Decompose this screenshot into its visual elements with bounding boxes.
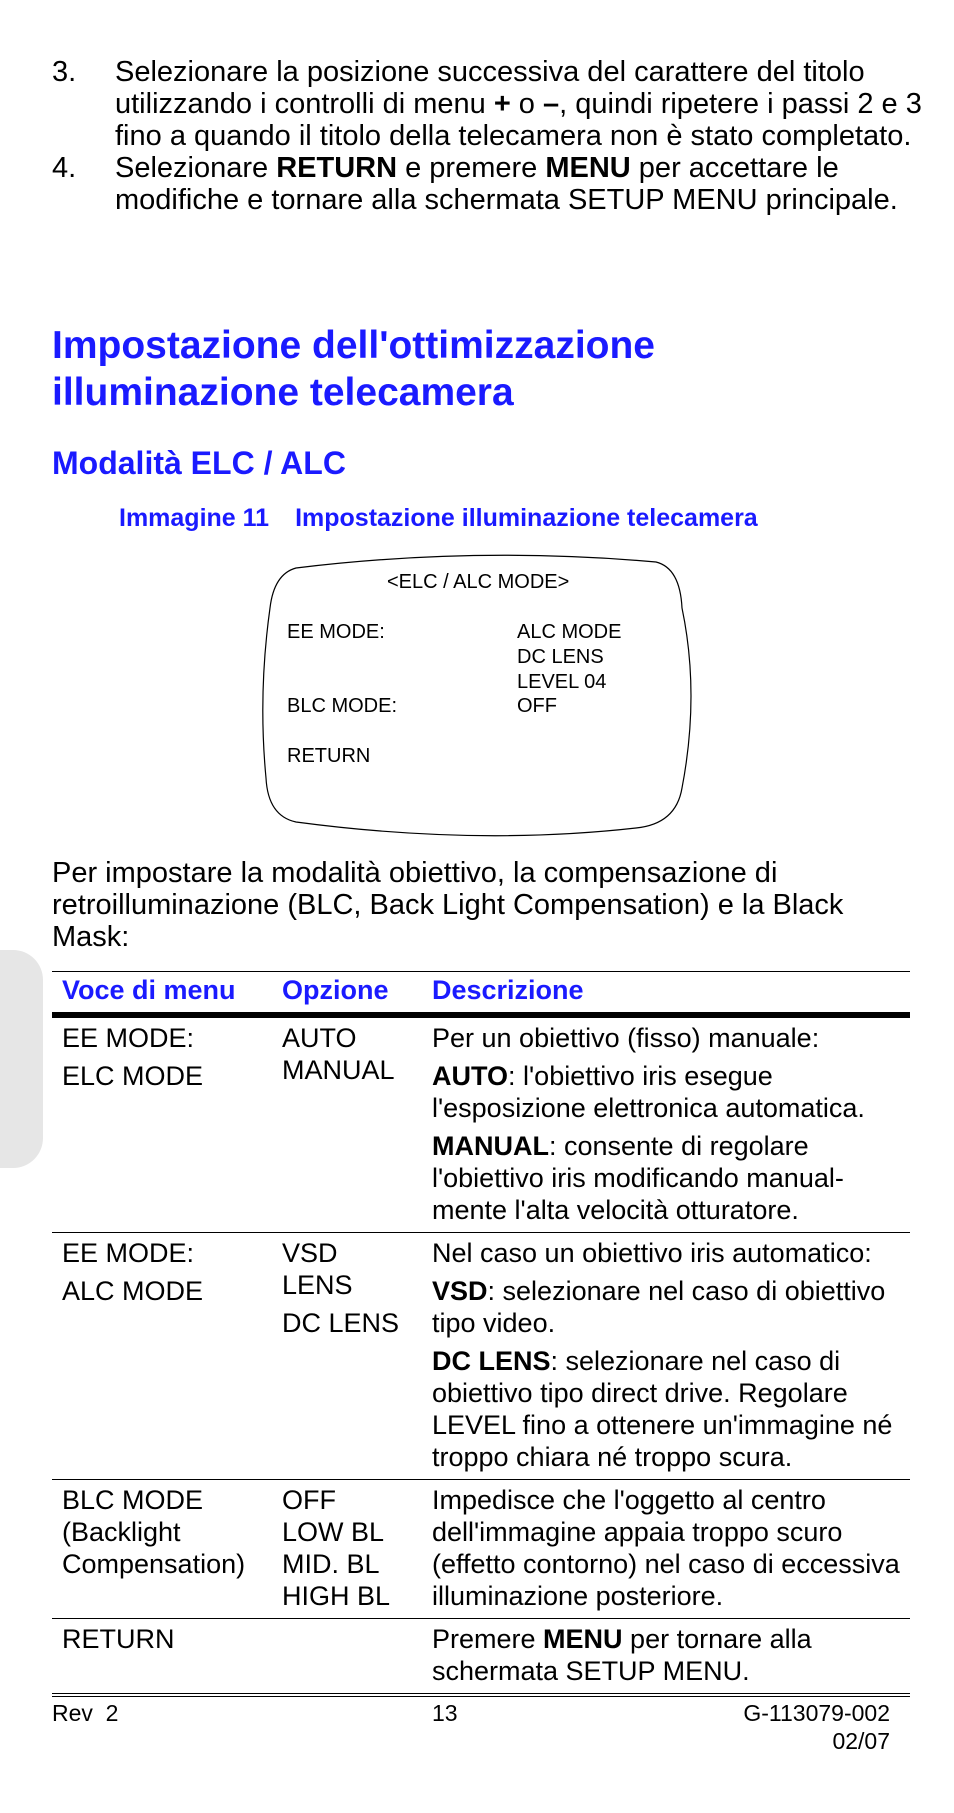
osd-screen-figure [256,548,698,840]
bold-term: MANUAL [432,1131,549,1161]
description-paragraph [432,1022,910,1054]
bold-term: MENU [543,1624,623,1654]
header-description: Descrizione [422,972,910,1016]
option-value: LOW BL [282,1517,385,1547]
step-3 [52,56,922,152]
option-cell [272,1619,422,1694]
description-cell [422,1233,910,1480]
intro-paragraph: Per impostare la modalità obiettivo, la compensazione di retroilluminazione (BLC, Back Light Compensation) e la Black Mask: [52,857,844,953]
bold-term: MENU [545,152,631,184]
description-cell [422,1480,910,1619]
bold-term: DC LENS [432,1346,551,1376]
text-run: e premere [397,152,546,184]
osd-level-value: LEVEL 04 [517,671,607,693]
text-run: : consente di regolare l'obiettivo iris modificando manual-mente l'alta velocità otturatore. [432,1131,844,1225]
text-run: Selezionare la posizione successiva del carattere del titolo utilizzando i controlli di menu [115,56,865,120]
menu-item-line: BLC MODE [62,1485,204,1515]
table-row [52,1619,910,1694]
option-cell [272,1015,422,1233]
osd-ee-mode-value: ALC MODE [517,621,622,643]
text-run: Impedisce che l'oggetto al centro dell'immagine appaia troppo scuro (effetto contorno) nel caso di eccessiva illuminazione posteriore. [432,1485,900,1611]
step-list [52,56,922,216]
description-paragraph [432,1484,910,1612]
description-cell [422,1619,910,1694]
footer-page-number: 13 [432,1700,458,1726]
page-tab-marker [0,950,43,1168]
menu-item-cell [52,1619,272,1694]
text-run: Nel caso un obiettivo iris automatico: [432,1238,872,1268]
text-run: Selezionare [115,152,277,184]
menu-item-line: EE MODE: [62,1238,195,1268]
table-header-row [52,972,910,1016]
bold-term: RETURN [276,152,398,184]
option-cell [272,1233,422,1480]
section-title: Impostazione dell'ottimizzazione illuminazione telecamera [52,324,655,414]
subsection-title: Modalità ELC / ALC [52,445,346,481]
table-row [52,1015,910,1233]
footer-doc-code [743,1699,890,1755]
menu-item-cell [52,1015,272,1233]
option-value: DC LENS [282,1308,400,1338]
option-value: MID. BL [282,1549,380,1579]
description-paragraph [432,1237,910,1269]
step-4 [52,152,922,216]
text-run: per accettare le modifiche e tornare alla schermata SETUP MENU principale. [115,152,898,216]
text-run: o [510,88,543,120]
description-paragraph [432,1345,910,1473]
description-paragraph [432,1130,910,1226]
osd-lens-value: DC LENS [517,646,604,668]
step-number: 4. [52,152,77,184]
description-paragraph [432,1060,910,1124]
option-cell [272,1480,422,1619]
menu-item-line: ELC MODE [62,1061,204,1091]
text-run: Per un obiettivo (fisso) manuale: [432,1023,820,1053]
bold-term: – [543,88,560,120]
footer-doc-date: 02/07 [832,1728,890,1754]
table-row [52,1233,910,1480]
bold-term: AUTO [432,1061,509,1091]
footer-rule [52,1696,910,1697]
step-text [115,152,922,216]
text-run: per tornare alla schermata SETUP MENU. [432,1624,812,1686]
menu-item-line: EE MODE: [62,1023,195,1053]
figure-title: Impostazione illuminazione telecamera [295,504,758,532]
option-value: HIGH BL [282,1581,391,1611]
text-run: : selezionare nel caso di obiettivo tipo direct drive. Regolare LEVEL fino a ottenere un'immagine né troppo chiara né troppo scura. [432,1346,893,1472]
menu-item-line: Compensation) [62,1549,246,1579]
text-run: : l'obiettivo iris esegue l'esposizione elettronica automatica. [432,1061,865,1123]
description-paragraph [432,1275,910,1339]
table-row [52,1480,910,1619]
footer-revision: Rev 2 [52,1700,119,1726]
menu-options-table [52,971,910,1694]
menu-item-line: RETURN [62,1624,175,1654]
table-body [52,1015,910,1694]
bold-term: VSD [432,1276,488,1306]
osd-blc-mode-value: OFF [517,695,557,717]
osd-title: <ELC / ALC MODE> [387,571,570,593]
header-menu-item: Voce di menu [52,972,272,1016]
osd-blc-mode-label: BLC MODE: [287,695,398,717]
description-paragraph [432,1623,910,1687]
menu-item-line: (Backlight [62,1517,181,1547]
menu-item-cell [52,1233,272,1480]
option-value: OFF [282,1485,336,1515]
figure-label: Immagine 11 [119,504,270,532]
option-value: AUTO [282,1023,357,1053]
description-cell [422,1015,910,1233]
figure-caption [119,503,758,533]
text-run: : selezionare nel caso di obiettivo tipo video. [432,1276,886,1338]
step-text [115,56,922,152]
bold-term: + [493,88,511,120]
header-option: Opzione [272,972,422,1016]
text-run: , quindi ripetere i passi 2 e 3 fino a quando il titolo della telecamera non è stato completato. [115,88,922,152]
step-number: 3. [52,56,77,88]
option-value: LENS [282,1270,353,1300]
menu-item-cell [52,1480,272,1619]
menu-item-line: ALC MODE [62,1276,204,1306]
option-value: MANUAL [282,1055,395,1085]
osd-ee-mode-label: EE MODE: [287,621,385,643]
option-value: VSD [282,1238,338,1268]
text-run: Premere [432,1624,544,1654]
footer-doc-number: G-113079-002 [743,1700,890,1726]
osd-return-label: RETURN [287,745,371,767]
